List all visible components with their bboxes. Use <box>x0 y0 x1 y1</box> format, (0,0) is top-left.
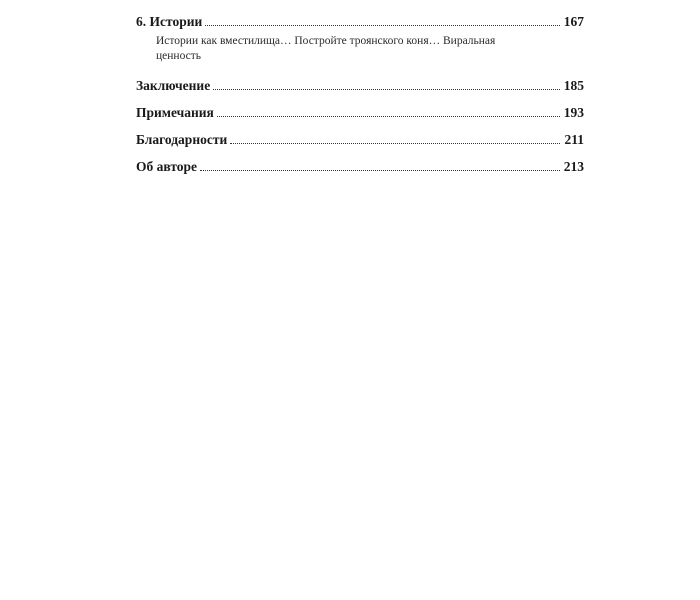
toc-entry-stories[interactable] <box>136 14 584 30</box>
toc-entry-page: 185 <box>563 78 584 93</box>
table-of-contents <box>136 14 584 175</box>
toc-entry-conclusion[interactable] <box>136 78 584 94</box>
toc-leader-dots <box>230 143 560 144</box>
toc-entry-page: 213 <box>563 159 584 174</box>
toc-entry-acknowledgements[interactable] <box>136 132 584 148</box>
toc-entry-title: Заключение <box>136 78 211 93</box>
toc-entry-title: Об авторе <box>136 159 198 174</box>
toc-entry-page: 193 <box>563 105 584 120</box>
toc-entry-title: Примечания <box>136 105 214 120</box>
toc-entry-title: 6. Истории <box>136 14 203 29</box>
toc-leader-dots <box>213 89 560 90</box>
toc-entry-page: 211 <box>564 132 584 147</box>
toc-entry-page: 167 <box>563 14 584 29</box>
toc-entry-subtopics: Истории как вместилища… Постройте троянского коня… Виральная ценность <box>156 35 496 62</box>
toc-leader-dots <box>200 170 560 171</box>
toc-leader-dots <box>217 116 560 117</box>
toc-entry-notes[interactable] <box>136 105 584 121</box>
toc-entry-about-author[interactable] <box>136 159 584 175</box>
toc-leader-dots <box>205 25 559 26</box>
toc-entry-title: Благодарности <box>136 132 228 147</box>
